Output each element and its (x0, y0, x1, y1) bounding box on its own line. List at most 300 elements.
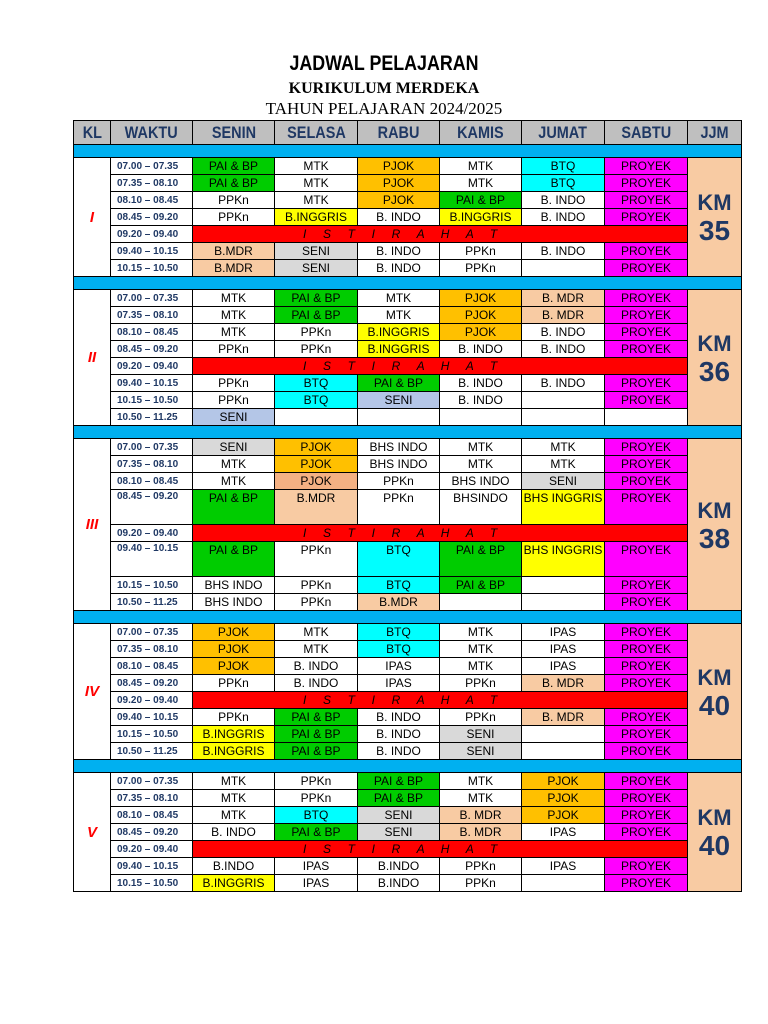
subject-cell: MTK (440, 641, 522, 658)
schedule-table (73, 120, 742, 892)
class-separator (74, 611, 742, 624)
subject-cell: B. INDO (358, 209, 440, 226)
subject-cell: B. INDO (440, 375, 522, 392)
subject-cell: PPKn (193, 709, 275, 726)
subject-cell: MTK (193, 324, 275, 341)
subject-cell: PPKn (358, 473, 440, 490)
column-header: SABTU (605, 121, 688, 145)
subject-cell: B. MDR (522, 675, 605, 692)
subject-cell: PPKn (358, 490, 440, 525)
subject-cell: IPAS (358, 658, 440, 675)
subject-cell: MTK (440, 175, 522, 192)
column-header: RABU (358, 121, 440, 145)
subject-cell: MTK (522, 439, 605, 456)
column-header: JUMAT (522, 121, 605, 145)
subject-cell: MTK (193, 307, 275, 324)
time-slot: 08.10 – 08.45 (111, 658, 193, 675)
schedule-row (74, 307, 742, 324)
subject-cell (522, 260, 605, 277)
subject-cell (605, 409, 688, 426)
subject-cell: PAI & BP (275, 709, 358, 726)
time-slot: 07.00 – 07.35 (111, 624, 193, 641)
subject-cell: SENI (193, 439, 275, 456)
subject-cell: PROYEK (605, 439, 688, 456)
schedule-row (74, 773, 742, 790)
subject-cell: MTK (440, 456, 522, 473)
separator-bar (74, 426, 742, 439)
subject-cell: PAI & BP (440, 577, 522, 594)
subject-cell: B.INGGRIS (193, 743, 275, 760)
time-slot: 09.40 – 10.15 (111, 709, 193, 726)
subject-cell: B.INGGRIS (358, 324, 440, 341)
class-separator (74, 145, 742, 158)
subject-cell: IPAS (275, 875, 358, 892)
subject-cell: B. MDR (522, 709, 605, 726)
subject-cell: MTK (522, 456, 605, 473)
subject-cell: B.MDR (193, 243, 275, 260)
page-subtitle: KURIKULUM MERDEKA (288, 80, 480, 97)
time-slot: 08.10 – 08.45 (111, 192, 193, 209)
subject-cell (522, 743, 605, 760)
subject-cell: MTK (440, 773, 522, 790)
subject-cell: B. INDO (358, 243, 440, 260)
subject-cell: B. INDO (522, 243, 605, 260)
schedule-row (74, 324, 742, 341)
jjm-value: 40 (698, 830, 731, 861)
subject-cell: MTK (193, 790, 275, 807)
page-title: JADWAL PELAJARAN (289, 52, 479, 75)
subject-cell: PPKn (193, 375, 275, 392)
subject-cell: B. MDR (522, 290, 605, 307)
time-slot: 07.00 – 07.35 (111, 158, 193, 175)
time-slot: 08.45 – 09.20 (111, 209, 193, 226)
subject-cell: PAI & BP (440, 542, 522, 577)
subject-cell: PROYEK (605, 577, 688, 594)
subject-cell: MTK (275, 641, 358, 658)
schedule-row (74, 875, 742, 892)
time-slot: 09.20 – 09.40 (111, 358, 193, 375)
time-slot: 07.00 – 07.35 (111, 439, 193, 456)
subject-cell: B. INDO (358, 743, 440, 760)
subject-cell: PJOK (275, 456, 358, 473)
subject-cell: PJOK (440, 290, 522, 307)
time-slot: 08.45 – 09.20 (111, 675, 193, 692)
subject-cell: B. MDR (522, 307, 605, 324)
subject-cell: PROYEK (605, 175, 688, 192)
subject-cell: B. INDO (275, 658, 358, 675)
separator-bar (74, 611, 742, 624)
schedule-body (74, 121, 742, 892)
subject-cell: PROYEK (605, 594, 688, 611)
schedule-row (74, 341, 742, 358)
subject-cell: MTK (440, 658, 522, 675)
schedule-row (74, 577, 742, 594)
subject-cell: BHSINDO (440, 490, 522, 525)
time-slot: 09.20 – 09.40 (111, 692, 193, 709)
class-label: V (74, 773, 111, 892)
time-slot: 08.10 – 08.45 (111, 324, 193, 341)
class-separator (74, 277, 742, 290)
schedule-row (74, 243, 742, 260)
subject-cell: PROYEK (605, 490, 688, 525)
time-slot: 08.10 – 08.45 (111, 807, 193, 824)
separator-bar (74, 277, 742, 290)
subject-cell: MTK (193, 773, 275, 790)
class-separator (74, 760, 742, 773)
schedule-row (74, 675, 742, 692)
jjm-value: 35 (698, 215, 731, 246)
subject-cell: MTK (440, 158, 522, 175)
subject-cell: IPAS (358, 675, 440, 692)
subject-cell: MTK (275, 175, 358, 192)
subject-cell: PJOK (275, 473, 358, 490)
subject-cell: PAI & BP (193, 158, 275, 175)
schedule-row (74, 743, 742, 760)
class-separator (74, 426, 742, 439)
subject-cell: MTK (440, 439, 522, 456)
schedule-row (74, 456, 742, 473)
jjm-cell (688, 439, 742, 611)
subject-cell: MTK (193, 473, 275, 490)
time-slot: 07.35 – 08.10 (111, 175, 193, 192)
subject-cell: PROYEK (605, 243, 688, 260)
subject-cell: BHS INDO (440, 473, 522, 490)
subject-cell: PPKn (440, 260, 522, 277)
time-slot: 07.35 – 08.10 (111, 641, 193, 658)
subject-cell: B.INDO (193, 858, 275, 875)
time-slot: 08.10 – 08.45 (111, 473, 193, 490)
subject-cell: PPKn (275, 542, 358, 577)
schedule-row (74, 473, 742, 490)
subject-cell: B.INGGRIS (358, 341, 440, 358)
subject-cell: B. INDO (440, 341, 522, 358)
subject-cell: SENI (193, 409, 275, 426)
subject-cell: PPKn (275, 341, 358, 358)
subject-cell: B.INGGRIS (275, 209, 358, 226)
subject-cell: PPKn (193, 209, 275, 226)
subject-cell: PROYEK (605, 875, 688, 892)
subject-cell: B. INDO (440, 392, 522, 409)
subject-cell: SENI (358, 824, 440, 841)
subject-cell: MTK (275, 192, 358, 209)
subject-cell: MTK (275, 158, 358, 175)
time-slot: 07.35 – 08.10 (111, 456, 193, 473)
time-slot: 10.15 – 10.50 (111, 577, 193, 594)
schedule-row (74, 375, 742, 392)
subject-cell: PROYEK (605, 307, 688, 324)
subject-cell (522, 577, 605, 594)
schedule-row (74, 790, 742, 807)
subject-cell: PAI & BP (358, 790, 440, 807)
time-slot: 10.15 – 10.50 (111, 392, 193, 409)
km-label: KM (697, 664, 732, 690)
subject-cell: MTK (275, 624, 358, 641)
subject-cell: PJOK (522, 773, 605, 790)
subject-cell: MTK (358, 290, 440, 307)
time-slot: 09.40 – 10.15 (111, 858, 193, 875)
subject-cell: B.INDO (358, 875, 440, 892)
jjm-cell (688, 624, 742, 760)
subject-cell: PROYEK (605, 773, 688, 790)
subject-cell: IPAS (522, 824, 605, 841)
km-label: KM (697, 497, 732, 523)
time-slot: 07.35 – 08.10 (111, 307, 193, 324)
subject-cell: B.INGGRIS (193, 726, 275, 743)
time-slot: 07.00 – 07.35 (111, 773, 193, 790)
schedule-row (74, 709, 742, 726)
class-label: I (74, 158, 111, 277)
subject-cell: PAI & BP (275, 290, 358, 307)
schedule-row (74, 209, 742, 226)
break-banner: I S T I R A H A T (193, 692, 688, 709)
subject-cell: PROYEK (605, 158, 688, 175)
subject-cell: PJOK (440, 324, 522, 341)
subject-cell: PROYEK (605, 726, 688, 743)
schedule-row (74, 641, 742, 658)
subject-cell: PJOK (275, 439, 358, 456)
subject-cell: MTK (193, 290, 275, 307)
time-slot: 08.45 – 09.20 (111, 490, 193, 525)
subject-cell: PAI & BP (193, 490, 275, 525)
schedule-row (74, 658, 742, 675)
km-label: KM (697, 805, 732, 830)
subject-cell: PROYEK (605, 824, 688, 841)
subject-cell: SENI (522, 473, 605, 490)
schedule-row (74, 824, 742, 841)
subject-cell: PPKn (440, 875, 522, 892)
time-slot: 08.45 – 09.20 (111, 824, 193, 841)
subject-cell (522, 594, 605, 611)
schedule-row (74, 858, 742, 875)
subject-cell: B.MDR (193, 260, 275, 277)
subject-cell: B.INGGRIS (440, 209, 522, 226)
subject-cell: PPKn (275, 577, 358, 594)
subject-cell: PROYEK (605, 192, 688, 209)
subject-cell: B. INDO (522, 209, 605, 226)
subject-cell: B. INDO (522, 192, 605, 209)
subject-cell: IPAS (522, 858, 605, 875)
jjm-value: 36 (698, 355, 731, 387)
subject-cell: IPAS (522, 658, 605, 675)
jjm-cell (688, 158, 742, 277)
time-slot: 09.20 – 09.40 (111, 226, 193, 243)
subject-cell: PPKn (275, 790, 358, 807)
subject-cell: PAI & BP (193, 175, 275, 192)
jjm-value: 38 (698, 522, 731, 554)
subject-cell: PPKn (275, 594, 358, 611)
subject-cell: SENI (358, 392, 440, 409)
subject-cell: SENI (275, 260, 358, 277)
time-slot: 07.00 – 07.35 (111, 290, 193, 307)
subject-cell: PPKn (193, 392, 275, 409)
subject-cell: BTQ (358, 542, 440, 577)
schedule-row (74, 624, 742, 641)
subject-cell: PJOK (358, 158, 440, 175)
subject-cell: PROYEK (605, 341, 688, 358)
column-header: JJM (688, 121, 742, 145)
subject-cell: PROYEK (605, 542, 688, 577)
time-slot: 10.50 – 11.25 (111, 409, 193, 426)
subject-cell: B. INDO (522, 375, 605, 392)
subject-cell: PJOK (522, 807, 605, 824)
column-header: KAMIS (440, 121, 522, 145)
schedule-row (74, 525, 742, 542)
time-slot: 10.15 – 10.50 (111, 875, 193, 892)
schedule-row (74, 490, 742, 525)
subject-cell: PROYEK (605, 675, 688, 692)
subject-cell: MTK (440, 790, 522, 807)
subject-cell: B.INDO (358, 858, 440, 875)
subject-cell: PROYEK (605, 456, 688, 473)
subject-cell: BTQ (275, 807, 358, 824)
time-slot: 07.35 – 08.10 (111, 790, 193, 807)
separator-bar (74, 145, 742, 158)
subject-cell: B. MDR (440, 807, 522, 824)
break-banner: I S T I R A H A T (193, 226, 688, 243)
subject-cell: PROYEK (605, 624, 688, 641)
subject-cell: PPKn (440, 675, 522, 692)
subject-cell: PPKn (440, 709, 522, 726)
time-slot: 10.50 – 11.25 (111, 594, 193, 611)
schedule-row (74, 226, 742, 243)
class-label: II (74, 290, 111, 426)
subject-cell: PJOK (358, 175, 440, 192)
subject-cell: BHS INGGRIS (522, 490, 605, 525)
subject-cell (522, 875, 605, 892)
subject-cell: PPKn (440, 858, 522, 875)
subject-cell: PROYEK (605, 324, 688, 341)
km-label: KM (697, 190, 732, 215)
schedule-row (74, 726, 742, 743)
subject-cell: BTQ (275, 375, 358, 392)
subject-cell: BTQ (275, 392, 358, 409)
subject-cell: MTK (358, 307, 440, 324)
subject-cell (275, 409, 358, 426)
column-header-row (74, 121, 742, 145)
subject-cell: PPKn (275, 773, 358, 790)
break-banner: I S T I R A H A T (193, 525, 688, 542)
class-label: III (74, 439, 111, 611)
subject-cell: PJOK (193, 641, 275, 658)
subject-cell: PROYEK (605, 790, 688, 807)
subject-cell: PPKn (193, 675, 275, 692)
class-label: IV (74, 624, 111, 760)
schedule-row (74, 260, 742, 277)
break-banner: I S T I R A H A T (193, 841, 688, 858)
subject-cell: B. INDO (358, 260, 440, 277)
subject-cell: B. INDO (193, 824, 275, 841)
column-header: SENIN (193, 121, 275, 145)
subject-cell: PROYEK (605, 807, 688, 824)
subject-cell: SENI (358, 807, 440, 824)
subject-cell: BHS INGGRIS (522, 542, 605, 577)
subject-cell: PAI & BP (358, 773, 440, 790)
time-slot: 09.40 – 10.15 (111, 243, 193, 260)
subject-cell: PROYEK (605, 392, 688, 409)
subject-cell: PROYEK (605, 260, 688, 277)
subject-cell: BTQ (522, 175, 605, 192)
column-header: KL (74, 121, 111, 145)
subject-cell: IPAS (522, 641, 605, 658)
subject-cell: BTQ (358, 624, 440, 641)
subject-cell (522, 726, 605, 743)
schedule-row (74, 158, 742, 175)
subject-cell: PROYEK (605, 641, 688, 658)
subject-cell: PPKn (440, 243, 522, 260)
separator-bar (74, 760, 742, 773)
subject-cell: SENI (440, 743, 522, 760)
subject-cell: BTQ (358, 577, 440, 594)
schedule-row (74, 409, 742, 426)
subject-cell: BHS INDO (358, 439, 440, 456)
subject-cell: B. INDO (358, 726, 440, 743)
subject-cell: B. INDO (522, 324, 605, 341)
schedule-row (74, 290, 742, 307)
jjm-value: 40 (698, 689, 731, 721)
schedule-row (74, 192, 742, 209)
subject-cell: IPAS (275, 858, 358, 875)
subject-cell: PAI & BP (440, 192, 522, 209)
subject-cell: PPKn (275, 324, 358, 341)
subject-cell: PJOK (358, 192, 440, 209)
subject-cell: B. INDO (358, 709, 440, 726)
subject-cell: BTQ (358, 641, 440, 658)
subject-cell: PPKn (193, 341, 275, 358)
subject-cell: BTQ (522, 158, 605, 175)
subject-cell: B. INDO (275, 675, 358, 692)
subject-cell (522, 409, 605, 426)
time-slot: 08.45 – 09.20 (111, 341, 193, 358)
subject-cell: PAI & BP (275, 726, 358, 743)
schedule-row (74, 392, 742, 409)
subject-cell: PROYEK (605, 290, 688, 307)
subject-cell: PPKn (193, 192, 275, 209)
subject-cell: PJOK (193, 624, 275, 641)
jjm-cell (688, 290, 742, 426)
subject-cell: PROYEK (605, 858, 688, 875)
schedule-row (74, 594, 742, 611)
break-banner: I S T I R A H A T (193, 358, 688, 375)
subject-cell: PAI & BP (275, 307, 358, 324)
schedule-row (74, 807, 742, 824)
subject-cell: PAI & BP (193, 542, 275, 577)
academic-year: TAHUN PELAJARAN 2024/2025 (265, 99, 503, 118)
subject-cell: MTK (193, 807, 275, 824)
subject-cell: BHS INDO (193, 594, 275, 611)
subject-cell: PJOK (522, 790, 605, 807)
jjm-cell (688, 773, 742, 892)
subject-cell (440, 594, 522, 611)
subject-cell: PROYEK (605, 743, 688, 760)
subject-cell: BHS INDO (358, 456, 440, 473)
schedule-row (74, 542, 742, 577)
subject-cell: MTK (440, 624, 522, 641)
schedule-row (74, 692, 742, 709)
subject-cell: PAI & BP (275, 824, 358, 841)
subject-cell (358, 409, 440, 426)
schedule-row (74, 439, 742, 456)
subject-cell: MTK (193, 456, 275, 473)
subject-cell: PROYEK (605, 375, 688, 392)
time-slot: 09.20 – 09.40 (111, 841, 193, 858)
schedule-row (74, 841, 742, 858)
subject-cell: SENI (275, 243, 358, 260)
subject-cell: PJOK (440, 307, 522, 324)
subject-cell: B. MDR (440, 824, 522, 841)
subject-cell: PAI & BP (358, 375, 440, 392)
subject-cell: IPAS (522, 624, 605, 641)
time-slot: 09.40 – 10.15 (111, 375, 193, 392)
